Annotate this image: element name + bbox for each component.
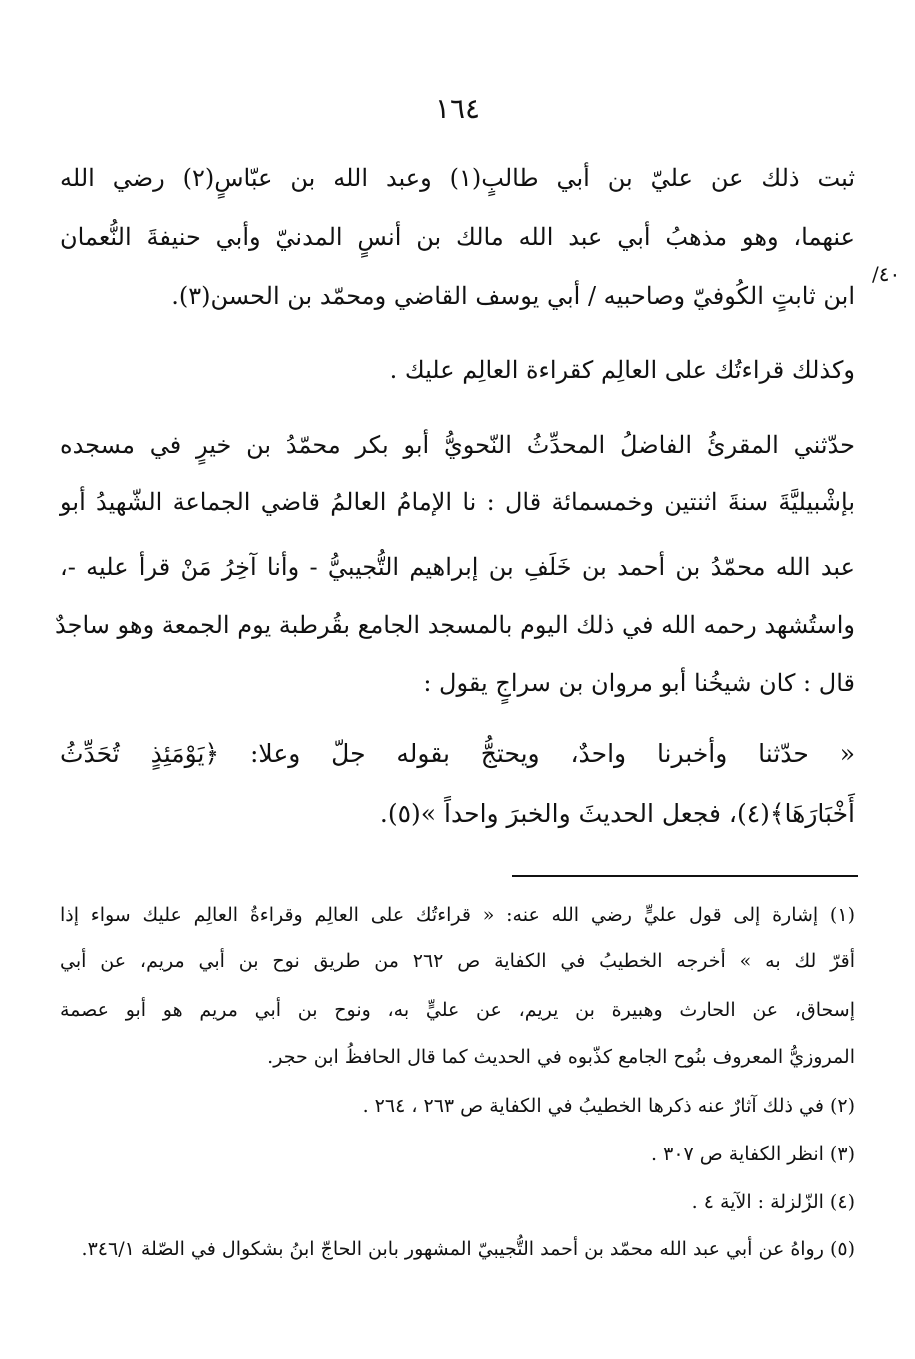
text-line: وكذلك قراءتُك على العالِم كقراءة العالِم عليك . (389, 356, 855, 384)
text-line: أَخْبَارَهَا﴾(٤)، فجعل الحديثَ والخبرَ واحداً »(٥). (379, 799, 855, 828)
text-line: ثبت ذلك عن عليّ بن أبي طالبٍ(١) وعبد الله بن عبّاسٍ(٢) رضي الله (60, 164, 855, 192)
footnote-line: (١) إشارة إلى قول عليٍّ رضي الله عنه: « قراءتُك على العالِم وقراءةُ العالِم عليك سواء إذا (60, 904, 855, 926)
text-line: عنهما، وهو مذهبُ أبي عبد الله مالك بن أنسٍ المدنيّ وأبي حنيفةَ النُّعمان (60, 223, 855, 251)
footnote-line: (٤) الزّلزلة : الآية ٤ . (691, 1191, 855, 1213)
text-line: قال : كان شيخُنا أبو مروان بن سراجٍ يقول : (423, 669, 855, 697)
text-line: عبد الله محمّدُ بن أحمد بن خَلَفِ بن إبراهيم التُّجيبيُّ - وأنا آخِرُ مَنْ قرأ عليه -، (60, 553, 855, 581)
text-line: بإشْبيليَّةَ سنةَ اثنتين وخمسمائة قال : نا الإمامُ العالمُ قاضي الجماعة الشّهيدُ أبو (60, 488, 855, 516)
footnote-line: إسحاق، عن الحارث وهبيرة بن يريم، عن عليٍّ به، ونوح بن أبي مريم هو أبو عصمة (60, 999, 855, 1021)
page-number: ١٦٤ (434, 92, 481, 125)
text-line: حدّثني المقرئُ الفاضلُ المحدِّثُ النّحويُّ أبو بكر محمّدُ بن خيرٍ في مسجده (60, 431, 855, 459)
footnote-line: (٢) في ذلك آثارٌ عنه ذكرها الخطيبُ في الكفاية ص ٢٦٣ ، ٢٦٤ . (362, 1095, 855, 1117)
text-line: ابن ثابتٍ الكُوفيّ وصاحبيه / أبي يوسف القاضي ومحمّد بن الحسن(٣). (171, 282, 855, 310)
text-line: واستُشهد رحمه الله في ذلك اليوم بالمسجد الجامع بقُرطبة يوم الجمعة وهو ساجدٌ (55, 611, 855, 639)
footnote-line: (٣) انظر الكفاية ص ٣٠٧ . (651, 1143, 855, 1165)
footnote-separator (512, 875, 858, 877)
margin-reference: ٤٠/ (872, 262, 901, 286)
footnote-line: (٥) رواهُ عن أبي عبد الله محمّد بن أحمد التُّجيبيّ المشهور بابن الحاجّ ابنُ بشكوال في الصّلة ٣٤٦/١. (81, 1238, 855, 1260)
footnote-line: أقرّ لك به » أخرجه الخطيبُ في الكفاية ص ٢٦٢ من طريق نوح بن أبي مريم، عن أبي (60, 950, 855, 972)
footnote-line: المروزيُّ المعروف بنُوح الجامع كذّبوه في الحديث كما قال الحافظُ ابن حجر. (267, 1046, 855, 1068)
text-line: « حدّثنا وأخبرنا واحدٌ، ويحتجُّ بقوله جلّ وعلا: ﴿يَوْمَئِذٍ تُحَدِّثُ (60, 739, 855, 768)
